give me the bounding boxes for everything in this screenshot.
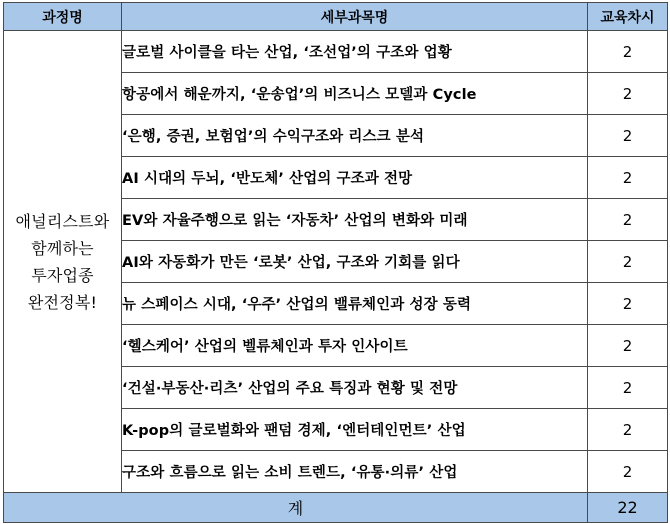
sessions-cell: 2	[588, 199, 668, 241]
header-category: 과정명	[4, 3, 122, 31]
category-line: 투자업종	[31, 265, 94, 285]
sessions-cell: 2	[588, 409, 668, 451]
header-row	[4, 3, 668, 31]
subject-cell: ‘은행, 증권, 보험업’의 수익구조와 리스크 분석	[122, 115, 588, 157]
category-line: 애널리스트와	[15, 211, 110, 231]
subject-cell: 구조와 흐름으로 읽는 소비 트렌드, ‘유통·의류’ 산업	[122, 451, 588, 493]
header-subject: 세부과목명	[122, 3, 588, 31]
subject-cell: ‘건설·부동산·리츠’ 산업의 주요 특징과 현황 및 전망	[122, 367, 588, 409]
subject-cell: 글로벌 사이클을 타는 산업, ‘조선업’의 구조와 업황	[122, 31, 588, 73]
table-row	[4, 31, 668, 73]
subject-cell: AI와 자동화가 만든 ‘로봇’ 산업, 구조와 기회를 읽다	[122, 241, 588, 283]
total-value: 22	[588, 493, 668, 523]
subject-cell: 항공에서 해운까지, ‘운송업’의 비즈니스 모델과 Cycle	[122, 73, 588, 115]
course-table	[3, 2, 668, 523]
category-line: 완전정복!	[27, 292, 98, 312]
subject-cell: K-pop의 글로벌화와 팬덤 경제, ‘엔터테인먼트’ 산업	[122, 409, 588, 451]
category-line: 함께하는	[31, 238, 94, 258]
sessions-cell: 2	[588, 241, 668, 283]
sessions-cell: 2	[588, 283, 668, 325]
subject-cell: ‘헬스케어’ 산업의 벨류체인과 투자 인사이트	[122, 325, 588, 367]
total-label: 계	[4, 493, 588, 523]
sessions-cell: 2	[588, 115, 668, 157]
sessions-cell: 2	[588, 367, 668, 409]
total-row	[4, 493, 668, 523]
category-cell	[4, 31, 122, 493]
sessions-cell: 2	[588, 325, 668, 367]
sessions-cell: 2	[588, 451, 668, 493]
sessions-cell: 2	[588, 73, 668, 115]
subject-cell: AI 시대의 두뇌, ‘반도체’ 산업의 구조과 전망	[122, 157, 588, 199]
header-sessions: 교육차시	[588, 3, 668, 31]
subject-cell: EV와 자율주행으로 읽는 ‘자동차’ 산업의 변화와 미래	[122, 199, 588, 241]
subject-cell: 뉴 스페이스 시대, ‘우주’ 산업의 밸류체인과 성장 동력	[122, 283, 588, 325]
sessions-cell: 2	[588, 31, 668, 73]
sessions-cell: 2	[588, 157, 668, 199]
